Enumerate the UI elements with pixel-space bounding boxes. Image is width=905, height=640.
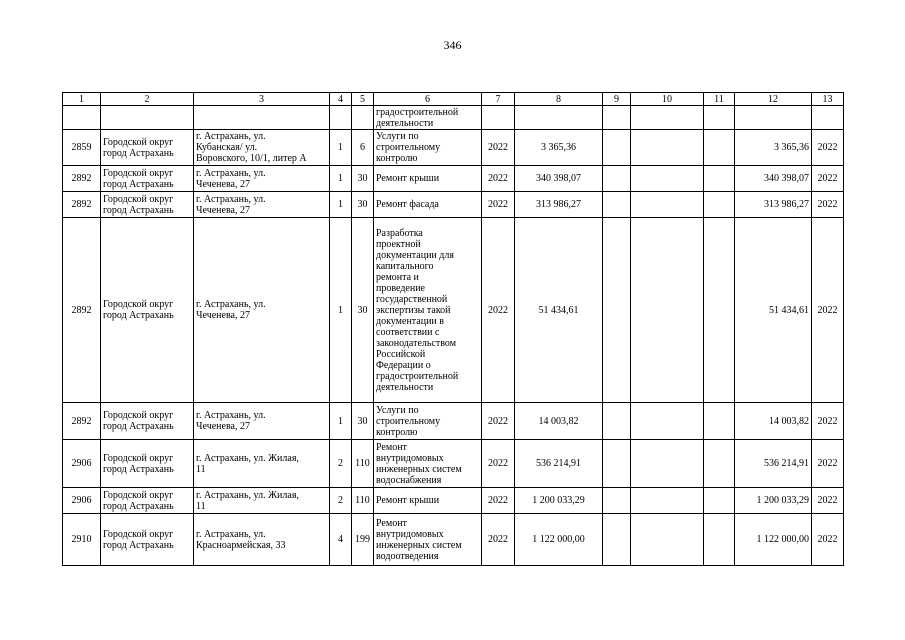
table-cell (631, 106, 704, 130)
table-row (63, 166, 844, 192)
municipality-cell: Городской округ город Астрахань (101, 192, 194, 218)
column-number: 1 (63, 93, 101, 106)
cost-cell: 51 434,61 (515, 218, 603, 403)
municipality-cell: Городской округ город Астрахань (101, 440, 194, 488)
column-number: 8 (515, 93, 603, 106)
row-number-cell: 2910 (63, 514, 101, 566)
address-cell: г. Астрахань, ул. Чеченева, 27 (194, 166, 330, 192)
col4-cell: 2 (330, 440, 352, 488)
column-number: 11 (704, 93, 735, 106)
address-cell: г. Астрахань, ул. Чеченева, 27 (194, 218, 330, 403)
year-cell: 2022 (482, 488, 515, 514)
column-number: 6 (374, 93, 482, 106)
work-type-cell: Услуги по строительному контролю (374, 130, 482, 166)
address-cell: г. Астрахань, ул. Чеченева, 27 (194, 403, 330, 440)
table-row (63, 440, 844, 488)
municipality-cell: Городской округ город Астрахань (101, 218, 194, 403)
municipality-cell: Городской округ город Астрахань (101, 514, 194, 566)
work-type-cell: градостроительной деятельности (374, 106, 482, 130)
col4-cell: 1 (330, 218, 352, 403)
column-number: 4 (330, 93, 352, 106)
table-cell (704, 106, 735, 130)
col11-cell (704, 440, 735, 488)
table-cell (603, 106, 631, 130)
col5-cell: 6 (352, 130, 374, 166)
col5-cell: 30 (352, 192, 374, 218)
table-cell (63, 106, 101, 130)
cost-cell: 1 122 000,00 (515, 514, 603, 566)
row-number-cell: 2892 (63, 403, 101, 440)
col11-cell (704, 488, 735, 514)
municipality-cell: Городской округ город Астрахань (101, 403, 194, 440)
col5-cell: 30 (352, 166, 374, 192)
col4-cell: 1 (330, 130, 352, 166)
col9-cell (603, 218, 631, 403)
year-cell: 2022 (482, 514, 515, 566)
col10-cell (631, 192, 704, 218)
table-row (63, 488, 844, 514)
address-cell: г. Астрахань, ул. Кубанская/ ул. Воровского, 10/1, литер А (194, 130, 330, 166)
col11-cell (704, 403, 735, 440)
column-number: 5 (352, 93, 374, 106)
total-cost-cell: 313 986,27 (735, 192, 812, 218)
table-row (63, 514, 844, 566)
page-number: 346 (443, 38, 462, 52)
completion-year-cell: 2022 (812, 166, 844, 192)
table-cell (101, 106, 194, 130)
work-type-cell: Ремонт внутридомовых инженерных систем водоотведения (374, 514, 482, 566)
work-type-cell: Ремонт внутридомовых инженерных систем водоснабжения (374, 440, 482, 488)
work-type-cell: Ремонт фасада (374, 192, 482, 218)
year-cell: 2022 (482, 218, 515, 403)
total-cost-cell: 340 398,07 (735, 166, 812, 192)
col5-cell: 110 (352, 488, 374, 514)
col9-cell (603, 514, 631, 566)
col11-cell (704, 166, 735, 192)
col4-cell: 1 (330, 192, 352, 218)
col5-cell: 199 (352, 514, 374, 566)
address-cell: г. Астрахань, ул. Красноармейская, 33 (194, 514, 330, 566)
col5-cell: 30 (352, 218, 374, 403)
year-cell: 2022 (482, 130, 515, 166)
column-number: 3 (194, 93, 330, 106)
year-cell: 2022 (482, 440, 515, 488)
col4-cell: 1 (330, 403, 352, 440)
table-row (63, 130, 844, 166)
municipality-cell: Городской округ город Астрахань (101, 166, 194, 192)
col5-cell: 110 (352, 440, 374, 488)
completion-year-cell: 2022 (812, 514, 844, 566)
row-number-cell: 2859 (63, 130, 101, 166)
work-type-cell: Услуги по строительному контролю (374, 403, 482, 440)
completion-year-cell: 2022 (812, 218, 844, 403)
work-type-cell: Ремонт крыши (374, 166, 482, 192)
table-row (63, 403, 844, 440)
table-cell (735, 106, 812, 130)
table-cell (515, 106, 603, 130)
col10-cell (631, 514, 704, 566)
total-cost-cell: 536 214,91 (735, 440, 812, 488)
continuation-row (63, 106, 844, 130)
table-cell (194, 106, 330, 130)
table-cell (812, 106, 844, 130)
col10-cell (631, 130, 704, 166)
col10-cell (631, 488, 704, 514)
address-cell: г. Астрахань, ул. Жилая, 11 (194, 440, 330, 488)
column-number: 2 (101, 93, 194, 106)
table-cell (352, 106, 374, 130)
col4-cell: 1 (330, 166, 352, 192)
table-cell (482, 106, 515, 130)
col9-cell (603, 192, 631, 218)
total-cost-cell: 3 365,36 (735, 130, 812, 166)
column-number: 13 (812, 93, 844, 106)
row-number-cell: 2892 (63, 218, 101, 403)
col9-cell (603, 440, 631, 488)
table-body (63, 93, 844, 566)
table-row (63, 218, 844, 403)
column-number: 12 (735, 93, 812, 106)
col10-cell (631, 218, 704, 403)
address-cell: г. Астрахань, ул. Чеченева, 27 (194, 192, 330, 218)
row-number-cell: 2906 (63, 488, 101, 514)
col10-cell (631, 166, 704, 192)
col10-cell (631, 403, 704, 440)
work-type-cell: Ремонт крыши (374, 488, 482, 514)
total-cost-cell: 14 003,82 (735, 403, 812, 440)
total-cost-cell: 1 200 033,29 (735, 488, 812, 514)
row-number-cell: 2892 (63, 166, 101, 192)
col4-cell: 2 (330, 488, 352, 514)
column-number: 10 (631, 93, 704, 106)
col11-cell (704, 514, 735, 566)
col4-cell: 4 (330, 514, 352, 566)
total-cost-cell: 51 434,61 (735, 218, 812, 403)
completion-year-cell: 2022 (812, 403, 844, 440)
col11-cell (704, 218, 735, 403)
repair-program-table (62, 92, 844, 566)
col11-cell (704, 130, 735, 166)
col9-cell (603, 403, 631, 440)
work-type-cell: Разработка проектной документации для капитального ремонта и проведение государственной экспертизы такой документации в соответствии с законодательством Российской Федерации о градостроительной деятельности (374, 218, 482, 403)
municipality-cell: Городской округ город Астрахань (101, 130, 194, 166)
cost-cell: 340 398,07 (515, 166, 603, 192)
cost-cell: 536 214,91 (515, 440, 603, 488)
column-number: 7 (482, 93, 515, 106)
municipality-cell: Городской округ город Астрахань (101, 488, 194, 514)
col9-cell (603, 130, 631, 166)
row-number-cell: 2892 (63, 192, 101, 218)
year-cell: 2022 (482, 166, 515, 192)
table-cell (330, 106, 352, 130)
total-cost-cell: 1 122 000,00 (735, 514, 812, 566)
col11-cell (704, 192, 735, 218)
table-row (63, 192, 844, 218)
column-number-row (63, 93, 844, 106)
completion-year-cell: 2022 (812, 488, 844, 514)
completion-year-cell: 2022 (812, 130, 844, 166)
cost-cell: 3 365,36 (515, 130, 603, 166)
cost-cell: 313 986,27 (515, 192, 603, 218)
cost-cell: 1 200 033,29 (515, 488, 603, 514)
completion-year-cell: 2022 (812, 192, 844, 218)
cost-cell: 14 003,82 (515, 403, 603, 440)
col9-cell (603, 488, 631, 514)
address-cell: г. Астрахань, ул. Жилая, 11 (194, 488, 330, 514)
completion-year-cell: 2022 (812, 440, 844, 488)
col5-cell: 30 (352, 403, 374, 440)
col10-cell (631, 440, 704, 488)
row-number-cell: 2906 (63, 440, 101, 488)
year-cell: 2022 (482, 192, 515, 218)
col9-cell (603, 166, 631, 192)
column-number: 9 (603, 93, 631, 106)
year-cell: 2022 (482, 403, 515, 440)
